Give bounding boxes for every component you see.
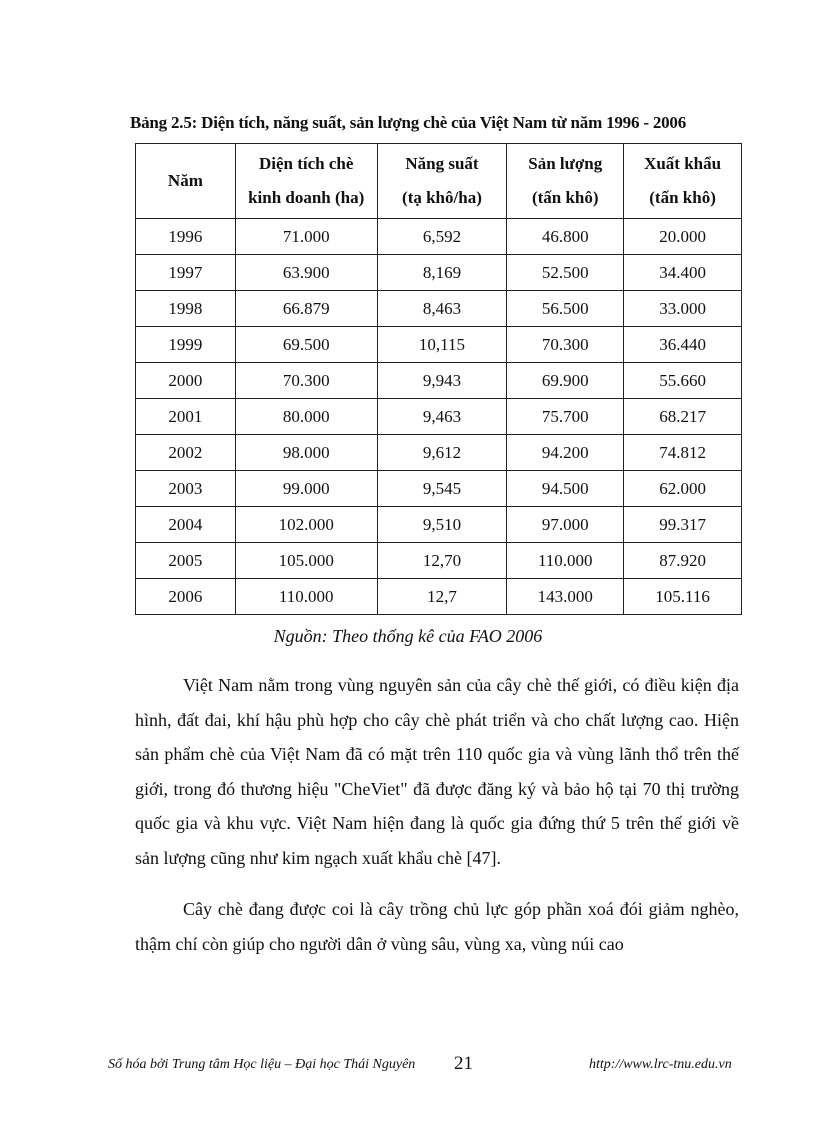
cell-area: 63.900 [235,255,377,291]
cell-export: 20.000 [624,219,742,255]
header-year: Năm [136,144,236,219]
footer-digitization-note: Số hóa bởi Trung tâm Học liệu – Đại học Thái Nguyên [108,1057,416,1072]
cell-yield: 12,7 [377,579,507,615]
header-export: Xuất khẩu (tấn khô) [624,144,742,219]
cell-export: 68.217 [624,399,742,435]
table-header-row [136,144,742,219]
table-row [136,291,742,327]
cell-yield: 9,612 [377,435,507,471]
cell-year: 2002 [136,435,236,471]
cell-year: 2006 [136,579,236,615]
cell-area: 99.000 [235,471,377,507]
table-source-note: Nguồn: Theo thống kê của FAO 2006 [273,626,543,646]
cell-output: 75.700 [507,399,624,435]
cell-year: 2004 [136,507,236,543]
cell-area: 71.000 [235,219,377,255]
cell-year: 1997 [136,255,236,291]
header-area: Diện tích chè kinh doanh (ha) [235,144,377,219]
cell-area: 105.000 [235,543,377,579]
cell-output: 94.500 [507,471,624,507]
cell-yield: 9,463 [377,399,507,435]
cell-output: 143.000 [507,579,624,615]
cell-yield: 9,510 [377,507,507,543]
table-row [136,543,742,579]
cell-yield: 8,169 [377,255,507,291]
page-number: 21 [454,1053,473,1074]
cell-output: 69.900 [507,363,624,399]
cell-yield: 10,115 [377,327,507,363]
cell-output: 70.300 [507,327,624,363]
footer-url: http://www.lrc-tnu.edu.vn [589,1057,732,1072]
header-output: Sản lượng (tấn khô) [507,144,624,219]
cell-output: 97.000 [507,507,624,543]
page-footer [0,1053,816,1077]
cell-year: 2003 [136,471,236,507]
cell-area: 80.000 [235,399,377,435]
cell-yield: 6,592 [377,219,507,255]
table-row [136,579,742,615]
cell-area: 98.000 [235,435,377,471]
cell-year: 2000 [136,363,236,399]
cell-yield: 12,70 [377,543,507,579]
cell-export: 34.400 [624,255,742,291]
table-row [136,363,742,399]
table-row [136,219,742,255]
cell-yield: 8,463 [377,291,507,327]
cell-export: 36.440 [624,327,742,363]
cell-export: 99.317 [624,507,742,543]
cell-year: 2005 [136,543,236,579]
table-row [136,255,742,291]
body-paragraph: Việt Nam nằm trong vùng nguyên sản của cây chè thế giới, có điều kiện địa hình, đất đai, khí hậu phù hợp cho cây chè phát triển và cho chất lượng cao. Hiện sản phẩm chè của Việt Nam đã có mặt trên 110 quốc gia và vùng lãnh thổ trên thế giới, trong đó thương hiệu "CheViet" đã được đăng ký và bảo hộ tại 70 thị trường quốc gia và khu vực. Việt Nam hiện đang là quốc gia đứng thứ 5 trên thế giới về sản lượng cũng như kim ngạch xuất khẩu chè [47]. [135,675,739,868]
cell-area: 66.879 [235,291,377,327]
cell-area: 102.000 [235,507,377,543]
header-yield: Năng suất (tạ khô/ha) [377,144,507,219]
tea-statistics-table [135,143,742,615]
cell-output: 46.800 [507,219,624,255]
cell-export: 55.660 [624,363,742,399]
cell-output: 56.500 [507,291,624,327]
table-row [136,435,742,471]
cell-export: 87.920 [624,543,742,579]
table-caption: Bảng 2.5: Diện tích, năng suất, sản lượng chè của Việt Nam từ năm 1996 - 2006 [129,113,687,132]
cell-yield: 9,545 [377,471,507,507]
cell-export: 105.116 [624,579,742,615]
table-row [136,471,742,507]
cell-output: 110.000 [507,543,624,579]
cell-area: 69.500 [235,327,377,363]
cell-output: 52.500 [507,255,624,291]
cell-year: 1996 [136,219,236,255]
cell-export: 33.000 [624,291,742,327]
cell-output: 94.200 [507,435,624,471]
table-row [136,327,742,363]
cell-year: 2001 [136,399,236,435]
cell-export: 62.000 [624,471,742,507]
cell-year: 1999 [136,327,236,363]
table-row [136,399,742,435]
cell-area: 70.300 [235,363,377,399]
cell-year: 1998 [136,291,236,327]
body-paragraph: Cây chè đang được coi là cây trồng chủ lực góp phần xoá đói giảm nghèo, thậm chí còn giúp cho người dân ở vùng sâu, vùng xa, vùng núi cao [135,899,739,954]
cell-area: 110.000 [235,579,377,615]
cell-export: 74.812 [624,435,742,471]
table-row [136,507,742,543]
cell-yield: 9,943 [377,363,507,399]
